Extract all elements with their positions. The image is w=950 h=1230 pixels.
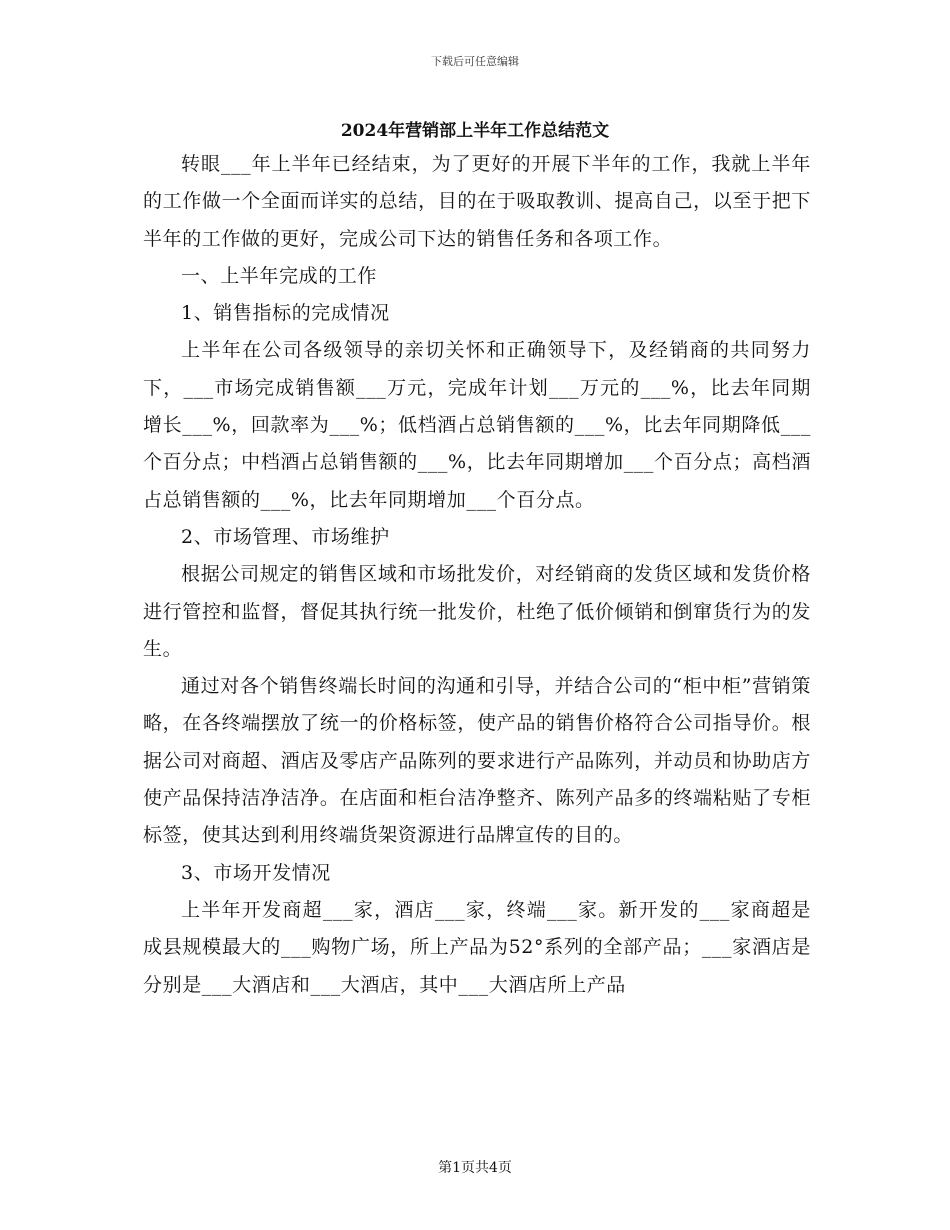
page-header: 下载后可任意编辑 [431, 55, 519, 68]
subsection-heading-market-management: 2、市场管理、市场维护 [181, 525, 390, 548]
paragraph-market-management: 根据公司规定的销售区域和市场批发价，对经销商的发货区域和发货价格进行管控和监督，督促其执行统一批发价，杜绝了低价倾销和倒窜货行为的发生。 [143, 563, 811, 660]
paragraph-intro: 转眼___年上半年已经结束，为了更好的开展下半年的工作，我就上半年的工作做一个全面而详实的总结，目的在于吸取教训、提高自己，以至于把下半年的工作做的更好，完成公司下达的销售任务和各项工作。 [143, 153, 811, 250]
document-body [143, 146, 811, 1004]
document-title: 2024年营销部上半年工作总结范文 [340, 121, 610, 141]
subsection-heading-market-development: 3、市场开发情况 [181, 861, 331, 884]
paragraph-terminal-guidance: 通过对各个销售终端长时间的沟通和引导，并结合公司的“柜中柜”营销策略，在各终端摆放了统一的价格标签，使产品的销售价格符合公司指导价。根据公司对商超、酒店及零店产品陈列的要求进行产品陈列，并动员和协助店方使产品保持洁净洁净。在店面和柜台洁净整齐、陈列产品多的终端粘贴了专柜标签，使其达到利用终端货架资源进行品牌宣传的目的。 [143, 675, 811, 847]
paragraph-sales: 上半年在公司各级领导的亲切关怀和正确领导下，及经销商的共同努力下，___市场完成销售额___万元，完成年计划___万元的___%，比去年同期增长___%，回款率为___%；低档酒占总销售额的___%，比去年同期降低___个百分点；中档酒占总销售额的___%，比去年同期增加___个百分点；高档酒占总销售额的___%，比去年同期增加___个百分点。 [143, 339, 811, 511]
section-heading-1: 一、上半年完成的工作 [181, 264, 378, 287]
paragraph-market-development: 上半年开发商超___家，酒店___家，终端___家。新开发的___家商超是成县规模最大的___购物广场，所上产品为52°系列的全部产品；___家酒店是分别是___大酒店和___大酒店，其中___大酒店所上产品 [143, 898, 811, 996]
page-footer: 第1页共4页 [438, 1160, 512, 1176]
subsection-heading-sales: 1、销售指标的完成情况 [181, 302, 390, 325]
